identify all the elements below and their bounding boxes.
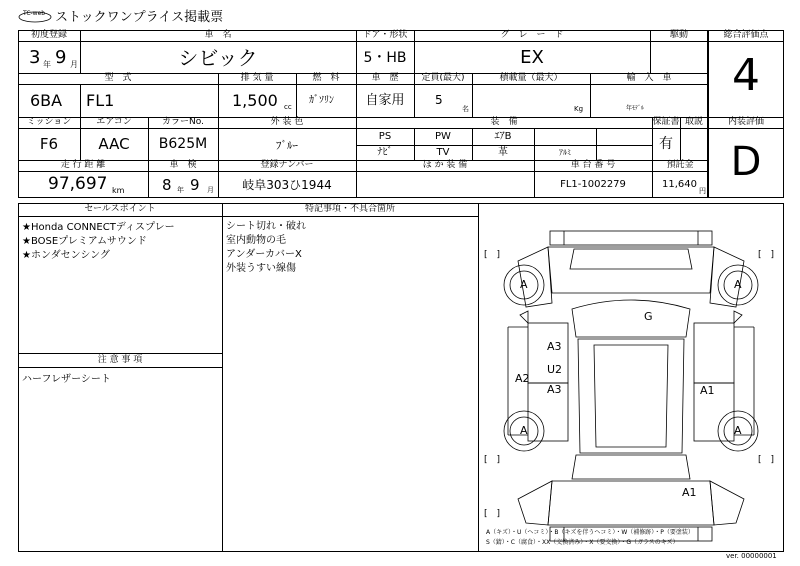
ext-color-label: 外 装 色: [270, 117, 304, 127]
sales-points-label: セールスポイント: [84, 204, 156, 214]
document-title: ストックワンプライス掲載票: [55, 10, 224, 25]
chassis-label: 車 台 番 号: [570, 160, 616, 170]
insp-year-unit: 年: [177, 186, 184, 194]
mileage-value: 97,697: [48, 174, 108, 194]
fuel-value: ｶﾞｿﾘﾝ: [309, 95, 334, 106]
overall-score: 4: [732, 50, 760, 101]
manual-label: 取説: [684, 117, 703, 127]
ac-value: AAC: [98, 135, 130, 153]
mark-right-side: A1: [700, 384, 715, 397]
legend-line-1: A（キズ）・U（ヘコミ）・B（キズを伴うヘコミ）・W（補修跡）・P（要塗装）: [486, 529, 694, 536]
mark-left-front-door: A3: [547, 340, 562, 353]
deposit-label: 預託金: [666, 160, 694, 170]
logo-text: TC-web: [23, 10, 46, 17]
equip-alloy: ｱﾙﾐ: [559, 148, 571, 157]
displacement-value: 1,500: [232, 91, 278, 110]
load-unit: Kg: [574, 105, 584, 113]
first-reg-label: 初度登録: [30, 30, 67, 40]
mark-left-rear-door: A3: [547, 383, 562, 396]
cautions-label: 注 意 事 項: [97, 355, 143, 365]
first-reg-year: 3: [29, 47, 41, 68]
mark-fr-tire: A: [734, 278, 742, 291]
sales-point-item: ★Honda CONNECTディスプレー: [22, 222, 175, 233]
note-item: 室内動物の毛: [226, 235, 286, 246]
mission-value: F6: [39, 135, 59, 153]
history-value: 自家用: [365, 93, 405, 108]
mark-rear-bumper: A1: [682, 486, 697, 499]
caution-item: ハーフレザーシート: [22, 374, 111, 385]
model-code: FL1: [86, 91, 115, 110]
bracket-left-bottom: [ ]: [484, 455, 501, 465]
bracket-left-top: [ ]: [484, 250, 501, 260]
tc-web-logo: [18, 8, 52, 22]
first-reg-month: 9: [55, 47, 67, 68]
deposit-value: 11,640: [662, 179, 697, 190]
mark-rl-tire: A: [520, 424, 528, 437]
notes-label: 特記事項・不具合箇所: [304, 204, 395, 214]
legend-line-2: S（錆）・C（腐食）・XX（交換済み）・X（要交換）・G（ガラスのキズ）: [486, 539, 679, 546]
capacity-unit: 名: [462, 105, 469, 113]
equip-tv: TV: [436, 147, 450, 158]
first-reg-month-unit: 月: [70, 60, 78, 69]
note-item: シート切れ・破れ: [226, 221, 306, 232]
import-label: 輸 入 車: [626, 73, 672, 83]
warranty-label: 保証書: [652, 117, 680, 127]
equip-pw: PW: [435, 131, 451, 142]
drive-label: 駆動: [669, 30, 688, 40]
color-no-value: B625M: [158, 136, 208, 152]
insp-month-unit: 月: [207, 186, 214, 194]
ext-color-value: ﾌﾞﾙｰ: [276, 139, 298, 152]
first-reg-year-unit: 年: [43, 60, 51, 69]
equip-ps: PS: [378, 131, 392, 142]
sales-point-item: ★BOSEプレミアムサウンド: [22, 236, 147, 247]
equip-navi: ﾅﾋﾞ: [377, 147, 393, 158]
displacement-label: 排 気 量: [240, 73, 274, 83]
door-shape-label: ドア・形状: [362, 30, 408, 40]
door-shape-value: 5・HB: [363, 50, 407, 66]
equip-airbag: ｴｱB: [494, 131, 512, 142]
mileage-label: 走 行 距 離: [60, 160, 106, 170]
plate-value: 岐阜303ひ1944: [242, 178, 332, 192]
inspection-label: 車 検: [169, 160, 197, 170]
color-no-label: カラーNo.: [162, 117, 204, 127]
insp-year: 8: [162, 176, 172, 194]
mark-left-side: A2: [515, 372, 530, 385]
note-item: 外装うすい線傷: [226, 263, 296, 274]
car-name-value: シビック: [178, 46, 258, 70]
capacity-label: 定員(最大): [421, 73, 465, 83]
mark-left-step: U2: [547, 363, 563, 376]
history-label: 車 歴: [371, 73, 399, 83]
interior-score: D: [730, 139, 762, 185]
model-prefix: 6BA: [30, 91, 63, 110]
bracket-right-bottom: [ ]: [758, 455, 775, 465]
other-equipment-label: ほ か 装 備: [422, 160, 468, 170]
capacity-value: 5: [435, 93, 443, 107]
version-label: ver. 00000001: [726, 552, 777, 560]
grade-label: グ レ ー ド: [500, 30, 564, 40]
sales-point-item: ★ホンダセンシング: [22, 250, 110, 261]
mark-roof: G: [644, 310, 653, 323]
model-year-label: 年ﾓﾃﾞﾙ: [626, 105, 645, 112]
mission-label: ミッション: [26, 117, 72, 127]
model-label: 型 式: [104, 73, 132, 83]
chassis-value: FL1-1002279: [560, 179, 626, 190]
cc-unit: cc: [284, 103, 292, 111]
car-name-label: 車 名: [204, 30, 232, 40]
mark-fl-tire: A: [520, 278, 528, 291]
insp-month: 9: [190, 176, 200, 194]
equipment-label: 装 備: [490, 117, 518, 127]
load-label: 積載量（最大）: [499, 73, 563, 83]
km-unit: km: [112, 186, 125, 195]
yen-unit: 円: [699, 187, 706, 195]
plate-label: 登録ナンバー: [260, 160, 314, 170]
grade-value: EX: [520, 47, 544, 68]
bracket-right-top: [ ]: [758, 250, 775, 260]
warranty-value: 有: [659, 136, 673, 152]
bracket-rear: [ ]: [484, 509, 501, 519]
fuel-label: 燃 料: [312, 73, 340, 83]
interior-score-label: 内装評価: [727, 117, 764, 127]
equip-leather: 革: [498, 147, 508, 158]
overall-score-label: 総合評価点: [723, 30, 769, 40]
note-item: アンダーカバーX: [226, 249, 302, 260]
mark-rr-tire: A: [734, 424, 742, 437]
ac-label: エアコン: [96, 117, 132, 127]
